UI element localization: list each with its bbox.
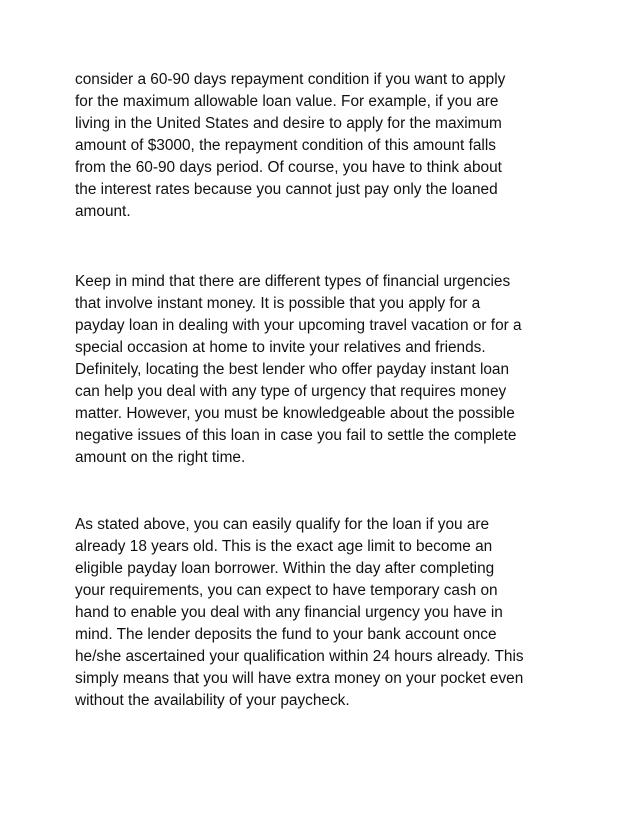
paragraph-qualification [75, 514, 575, 712]
text-line: the interest rates because you cannot just pay only the loaned [75, 181, 498, 198]
text-line: special occasion at home to invite your relatives and friends. [75, 339, 486, 356]
text-line: payday loan in dealing with your upcoming travel vacation or for a [75, 317, 522, 334]
text-line: can help you deal with any type of urgency that requires money [75, 383, 507, 400]
text-line: matter. However, you must be knowledgeable about the possible [75, 405, 515, 422]
text-line: amount of $3000, the repayment condition of this amount falls [75, 137, 496, 154]
text-line: hand to enable you deal with any financial urgency you have in [75, 604, 503, 621]
text-line: amount on the right time. [75, 449, 246, 466]
text-line: living in the United States and desire to apply for the maximum [75, 115, 502, 132]
text-line: for the maximum allowable loan value. For example, if you are [75, 93, 499, 110]
text-line: that involve instant money. It is possible that you apply for a [75, 295, 481, 312]
text-line: As stated above, you can easily qualify for the loan if you are [75, 516, 490, 533]
text-line: amount. [75, 203, 131, 220]
paragraph-financial-urgencies [75, 271, 575, 469]
text-line: Keep in mind that there are different types of financial urgencies [75, 273, 511, 290]
text-line: without the availability of your paycheck. [75, 692, 350, 709]
text-line: he/she ascertained your qualification within 24 hours already. This [75, 648, 524, 665]
text-line: from the 60-90 days period. Of course, you have to think about [75, 159, 502, 176]
text-line: mind. The lender deposits the fund to your bank account once [75, 626, 497, 643]
text-line: already 18 years old. This is the exact age limit to become an [75, 538, 493, 555]
text-line: consider a 60-90 days repayment condition if you want to apply [75, 71, 506, 88]
text-line: Definitely, locating the best lender who offer payday instant loan [75, 361, 510, 378]
text-line: eligible payday loan borrower. Within the day after completing [75, 560, 495, 577]
text-line: your requirements, you can expect to have temporary cash on [75, 582, 498, 599]
text-line: simply means that you will have extra money on your pocket even [75, 670, 524, 687]
paragraph-repayment-condition [75, 69, 575, 223]
text-line: negative issues of this loan in case you fail to settle the complete [75, 427, 517, 444]
